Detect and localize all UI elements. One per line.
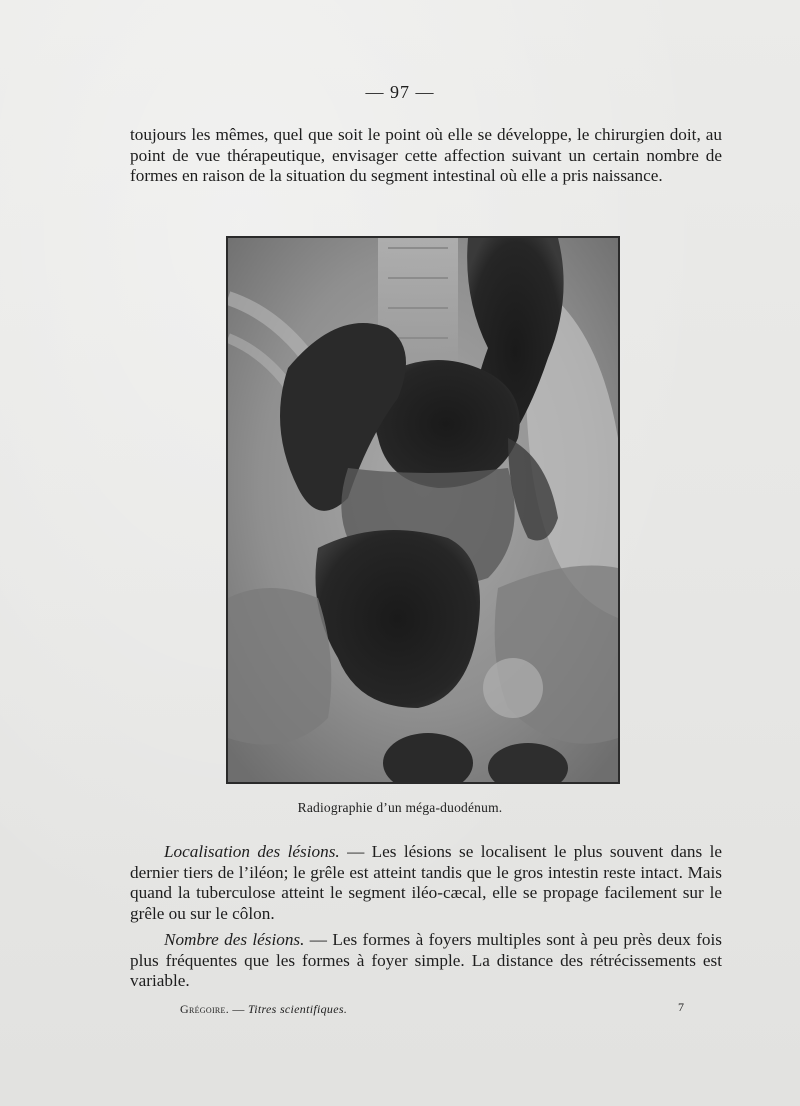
- footer-author: Grégoire.: [180, 1002, 230, 1016]
- section-heading-localisation: Localisation des lésions.: [164, 842, 340, 861]
- radiograph-figure: [226, 236, 620, 784]
- signature-mark: 7: [678, 1000, 684, 1014]
- figure-caption: Radiographie d’un méga-duodénum.: [297, 800, 503, 815]
- radiograph-image: [228, 238, 618, 782]
- page-number: — 97 —: [365, 82, 435, 102]
- section-heading-nombre: Nombre des lésions.: [164, 930, 305, 949]
- footer-work-title: Titres scientifiques.: [247, 1002, 348, 1016]
- section-body-localisation: — Les lésions se localisent le plus souvent dans le dernier tiers de l’iléon; le grêle est atteint tandis que le gros intestin reste intact. Mais quand la tuberculose atteint le segment iléo-cæcal, elle se propage facilement sur le grêle ou sur le côlon.: [130, 842, 722, 923]
- top-paragraph: toujours les mêmes, quel que soit le point où elle se développe, le chirurgien doit, au point de vue thérapeutique, envisager cette affection suivant un certain nombre de formes en raison de la situation du segment intestinal où elle a pris naissance.: [130, 125, 722, 186]
- footer-signature: [180, 1002, 347, 1017]
- paragraph-nombre: [130, 930, 722, 992]
- footer-separator: —: [229, 1002, 248, 1016]
- section-body-nombre: — Les formes à foyers multiples sont à peu près deux fois plus fréquentes que les formes à foyer simple. La distance des rétrécissements est variable.: [130, 930, 722, 991]
- paragraph-localisation: [130, 842, 722, 924]
